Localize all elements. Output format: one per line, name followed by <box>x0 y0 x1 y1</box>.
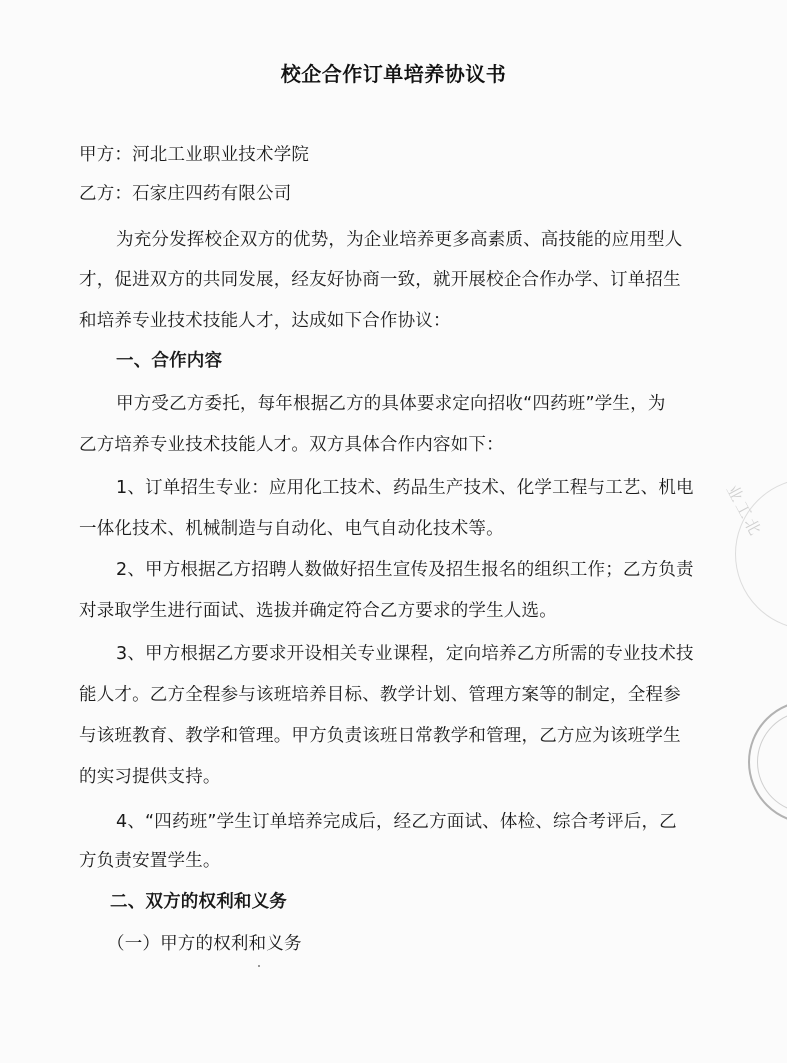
party-a-line: 甲方：河北工业职业技术学院 <box>79 145 310 165</box>
item-4-line-1: 4、“四药班”学生订单培养完成后，经乙方面试、体检、综合考评后，乙 <box>116 812 677 832</box>
item-3-line-4: 的实习提供支持。 <box>79 767 221 787</box>
intro-line-3: 和培养专业技术技能人才，达成如下合作协议： <box>79 311 451 331</box>
document-title: 校企合作订单培养协议书 <box>280 62 507 86</box>
intro-line-1: 为充分发挥校企双方的优势，为企业培养更多高素质、高技能的应用型人 <box>116 230 683 250</box>
item-3-line-3: 与该班教育、教学和管理。甲方负责该班日常教学和管理，乙方应为该班学生 <box>79 726 681 746</box>
party-b-line: 乙方：石家庄四药有限公司 <box>79 184 292 204</box>
section-1-lead-line-2: 乙方培养专业技术技能人才。双方具体合作内容如下： <box>79 435 504 455</box>
item-3-line-1: 3、甲方根据乙方要求开设相关专业课程，定向培养乙方所需的专业技术技 <box>116 644 694 664</box>
faint-seal-text: 业工北 <box>722 482 765 541</box>
section-1-heading: 一、合作内容 <box>116 351 223 371</box>
section-2-subheading: （一）甲方的权利和义务 <box>107 934 302 954</box>
section-2-heading: 二、双方的权利和义务 <box>110 892 287 912</box>
item-4-line-2: 方负责安置学生。 <box>79 851 221 871</box>
item-2-line-2: 对录取学生进行面试、选拔并确定符合乙方要求的学生人选。 <box>79 601 557 621</box>
item-3-line-2: 能人才。乙方全程参与该班培养目标、教学计划、管理方案等的制定，全程参 <box>79 685 681 705</box>
intro-line-2: 才，促进双方的共同发展，经友好协商一致，就开展校企合作办学、订单招生 <box>79 270 681 290</box>
item-2-line-1: 2、甲方根据乙方招聘人数做好招生宣传及招生报名的组织工作；乙方负责 <box>116 560 694 580</box>
section-1-lead-line-1: 甲方受乙方委托，每年根据乙方的具体要求定向招收“四药班”学生，为 <box>116 394 666 414</box>
item-1-line-2: 一体化技术、机械制造与自动化、电气自动化技术等。 <box>79 519 504 539</box>
item-1-line-1: 1、订单招生专业：应用化工技术、药品生产技术、化学工程与工艺、机电 <box>116 478 694 498</box>
